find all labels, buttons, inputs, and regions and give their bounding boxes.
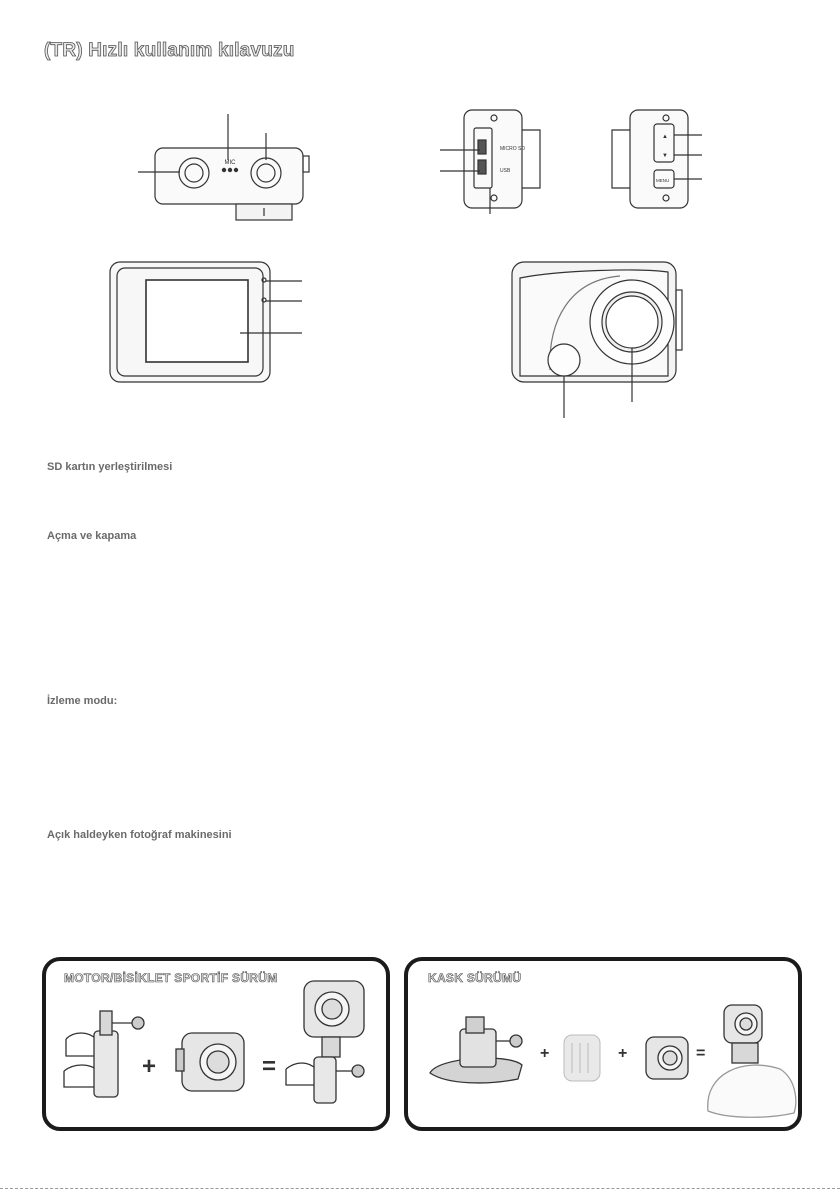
plus-sign: + xyxy=(618,1045,628,1062)
camera-top-view xyxy=(138,114,309,220)
mount-box-helmet xyxy=(404,957,802,1131)
plus-sign: + xyxy=(142,1053,157,1080)
heading-power: Açma ve kapama xyxy=(47,530,137,542)
down-mark: ▼ xyxy=(662,153,668,159)
page-title: (TR) Hızlı kullanım kılavuzu xyxy=(44,40,295,61)
usb-mark: USB xyxy=(500,168,511,174)
mic-mark: MIC xyxy=(224,160,236,166)
adhesive-base xyxy=(430,1017,522,1083)
camera-front-view xyxy=(512,262,682,418)
assembled-helmet-mount xyxy=(708,1005,796,1117)
camera-back-view xyxy=(110,262,302,382)
equals-sign: = xyxy=(262,1053,277,1080)
handlebar-clamp xyxy=(64,1011,144,1097)
adhesive-pad xyxy=(564,1035,600,1081)
camera-side-view-b xyxy=(612,110,702,208)
assembled-bike-mount xyxy=(286,981,364,1103)
plus-sign: + xyxy=(540,1045,550,1062)
mount-box-bike xyxy=(42,957,390,1131)
heading-sd-card: SD kartın yerleştirilmesi xyxy=(47,461,173,473)
bike-mount-illustration xyxy=(46,961,386,1127)
equals-sign: = xyxy=(696,1045,706,1062)
camera-small-b xyxy=(646,1037,688,1079)
heading-camera-on: Açık haldeyken fotoğraf makinesini xyxy=(47,829,232,841)
camera-small-a xyxy=(176,1033,244,1091)
heading-view-mode: İzleme modu: xyxy=(47,695,118,707)
camera-diagrams xyxy=(0,0,840,440)
menu-mark: MENU xyxy=(656,178,670,183)
mount-box-bike-title: MOTOR/BİSİKLET SPORTİF SÜRÜM xyxy=(64,971,278,985)
up-mark: ▲ xyxy=(662,134,668,140)
bottom-dashed-rule xyxy=(0,1188,840,1191)
sd-mark: MICRO SD xyxy=(500,146,525,152)
mount-box-helmet-title: KASK SÜRÜMÜ xyxy=(428,971,522,985)
helmet-mount-illustration xyxy=(408,961,798,1127)
camera-side-view-a xyxy=(440,110,540,214)
